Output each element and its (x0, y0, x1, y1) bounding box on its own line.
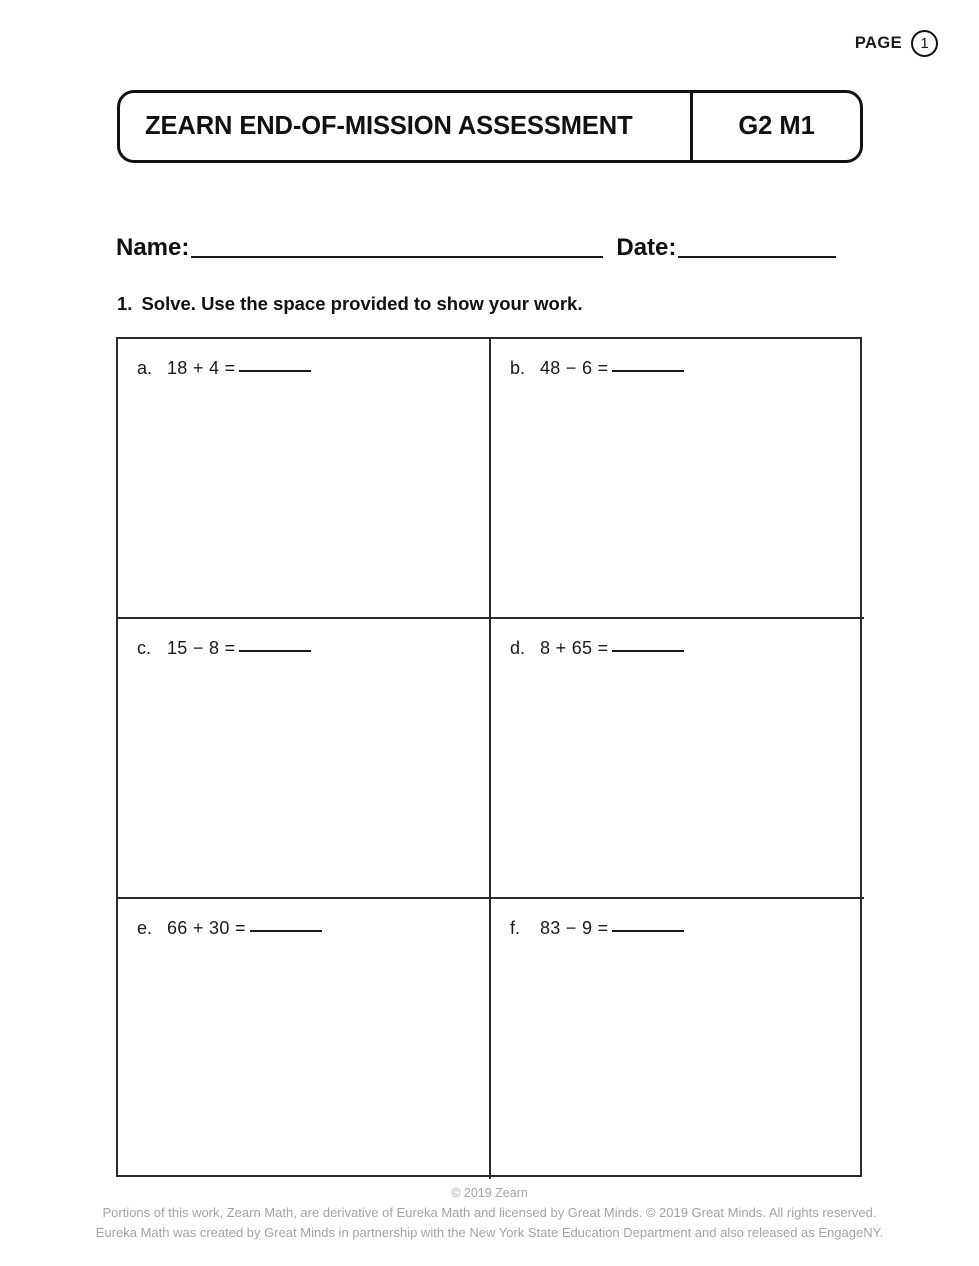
problem-line-f (510, 918, 864, 939)
assessment-title-banner (117, 90, 863, 163)
problem-letter-b: b. (510, 358, 526, 378)
problem-cell-d[interactable] (491, 619, 864, 899)
problem-letter-d: d. (510, 638, 526, 658)
problem-line-a (137, 358, 489, 379)
problem-line-e (137, 918, 489, 939)
footer-attribution-line-1: Portions of this work, Zearn Math, are derivative of Eureka Math and licensed by Great Minds. © 2019 Great Minds. All rights reserved. (102, 1205, 877, 1220)
page-number-badge: 1 (911, 30, 938, 57)
problem-expression-c: 15 − 8 = (167, 638, 236, 658)
problem-expression-e: 66 + 30 = (167, 918, 246, 938)
problem-line-b (510, 358, 864, 379)
problem-cell-b[interactable] (491, 339, 864, 619)
footer-attribution-line-2: Eureka Math was created by Great Minds in partnership with the New York State Education Department and also released as EngageNY. (95, 1225, 884, 1240)
problem-expression-d: 8 + 65 = (540, 638, 609, 658)
answer-blank-d[interactable] (612, 650, 684, 652)
answer-blank-e[interactable] (250, 930, 322, 932)
page-marker-label: PAGE (854, 34, 902, 52)
problem-letter-a: a. (137, 358, 153, 378)
problem-cell-c[interactable] (118, 619, 491, 899)
answer-blank-c[interactable] (239, 650, 311, 652)
problem-line-d (510, 638, 864, 659)
problem-line-c (137, 638, 489, 659)
assessment-title-container (120, 93, 690, 160)
page-footer (0, 1183, 979, 1243)
date-input-line[interactable] (678, 255, 836, 258)
problem-letter-f: f. (510, 918, 521, 938)
problem-grid (116, 337, 862, 1177)
problem-letter-c: c. (137, 638, 152, 658)
question-1-text: Solve. Use the space provided to show your work. (141, 293, 583, 314)
problem-cell-a[interactable] (118, 339, 491, 619)
answer-blank-b[interactable] (612, 370, 684, 372)
assessment-title: ZEARN END-OF-MISSION ASSESSMENT (145, 112, 633, 140)
problem-cell-e[interactable] (118, 899, 491, 1179)
problem-expression-b: 48 − 6 = (540, 358, 609, 378)
problem-expression-f: 83 − 9 = (540, 918, 609, 938)
name-input-line[interactable] (191, 255, 603, 258)
name-label: Name: (116, 234, 190, 261)
date-label: Date: (616, 234, 677, 261)
problem-expression-a: 18 + 4 = (167, 358, 236, 378)
question-1-number: 1. (117, 293, 133, 314)
problem-cell-f[interactable] (491, 899, 864, 1179)
question-1-prompt (117, 293, 582, 315)
grade-module-code: G2 M1 (738, 112, 815, 140)
footer-copyright: © 2019 Zearn (451, 1186, 528, 1200)
problem-letter-e: e. (137, 918, 153, 938)
answer-blank-a[interactable] (239, 370, 311, 372)
answer-blank-f[interactable] (612, 930, 684, 932)
name-date-row (116, 228, 862, 262)
page-marker (855, 30, 938, 57)
grade-module-container (693, 93, 860, 160)
